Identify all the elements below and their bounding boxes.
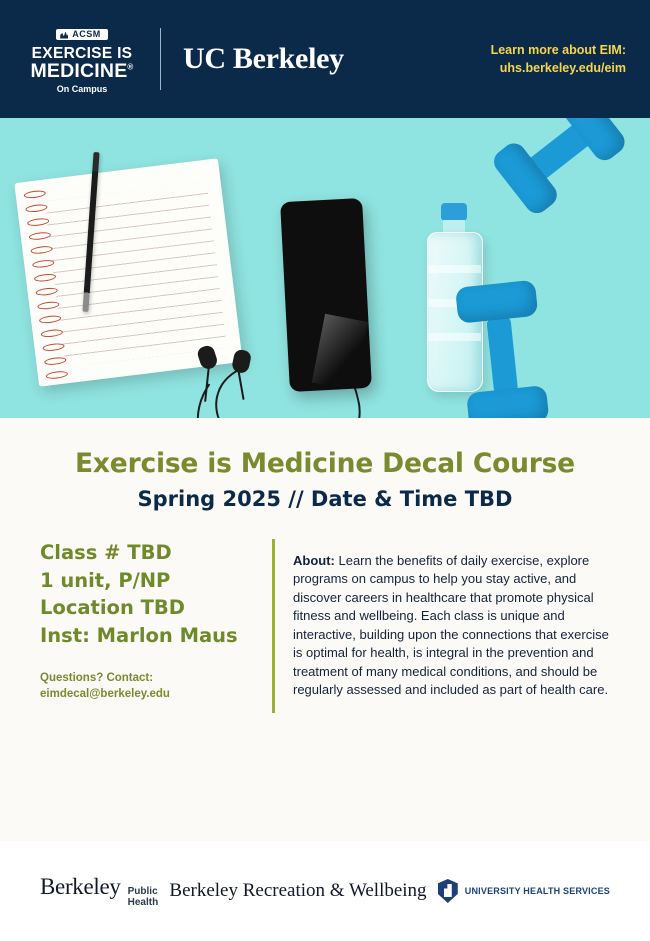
- content-columns: [40, 539, 610, 713]
- eim-logo: [24, 25, 140, 94]
- about-column: [272, 539, 610, 713]
- eim-logo-line2-text: MEDICINE: [30, 60, 128, 82]
- footer-logo-public-health: [40, 874, 158, 908]
- notebook-lines: [45, 182, 227, 368]
- acsm-badge: ACSM: [56, 29, 108, 40]
- bottle-ridge-1: [427, 265, 481, 273]
- questions-label: Questions? Contact:: [40, 671, 154, 684]
- about-label: About:: [293, 553, 335, 568]
- phone-glare: [312, 314, 369, 391]
- main-content: [0, 418, 650, 841]
- course-details-column: [40, 539, 272, 713]
- public-health-subtext-line1: Public: [127, 886, 158, 897]
- shield-icon: [438, 879, 458, 903]
- questions-block: [40, 670, 260, 703]
- footer-logo-uhs: [438, 879, 610, 903]
- page-header: [0, 0, 650, 118]
- cta-line1: Learn more about EIM:: [490, 42, 626, 57]
- about-paragraph: [293, 552, 610, 700]
- page-subtitle: Spring 2025 // Date & Time TBD: [137, 487, 513, 511]
- footer-logo-rec-wellbeing: Berkeley Recreation & Wellbeing: [169, 880, 427, 901]
- cta-url[interactable]: uhs.berkeley.edu/eim: [499, 61, 626, 75]
- page-title: Exercise is Medicine Decal Course: [75, 448, 575, 479]
- header-divider: [160, 28, 161, 90]
- detail-location: Location TBD: [40, 596, 185, 620]
- contact-email[interactable]: eimdecal@berkeley.edu: [40, 688, 170, 701]
- eim-logo-line1: EXERCISE IS: [31, 44, 133, 62]
- eim-logo-line3: On Campus: [56, 83, 108, 94]
- institution-wordmark: UC Berkeley: [183, 42, 344, 75]
- public-health-wordmark: Berkeley: [40, 874, 121, 899]
- detail-units: 1 unit, P/NP: [40, 568, 171, 592]
- page-footer: [0, 841, 650, 941]
- public-health-subtext: [128, 886, 159, 908]
- course-details-list: [40, 539, 260, 650]
- trademark-symbol: ®: [127, 62, 134, 72]
- eim-logo-line2: [24, 62, 140, 82]
- detail-instructor: Inst: Marlon Maus: [40, 624, 238, 648]
- about-text: Learn the benefits of daily exercise, explore programs on campus to help you stay active, and discover careers in healthcare that promote physical fitness and wellbeing. Each class is unique and interactive, building upon the connections that exercise is optimal for health, is integral in the prevention and treatment of many medical conditions, and should be regularly assessed and included as part of health care.: [293, 553, 609, 698]
- bottle-cap: [441, 203, 467, 221]
- header-cta: [491, 41, 626, 77]
- uhs-wordmark: UNIVERSITY HEALTH SERVICES: [464, 886, 610, 896]
- detail-class-number: Class # TBD: [40, 541, 172, 564]
- public-health-subtext-line2: Health: [127, 897, 159, 908]
- hero-image: [0, 118, 650, 418]
- smartphone-illustration: [280, 198, 372, 392]
- bottle-ridge-3: [427, 333, 481, 341]
